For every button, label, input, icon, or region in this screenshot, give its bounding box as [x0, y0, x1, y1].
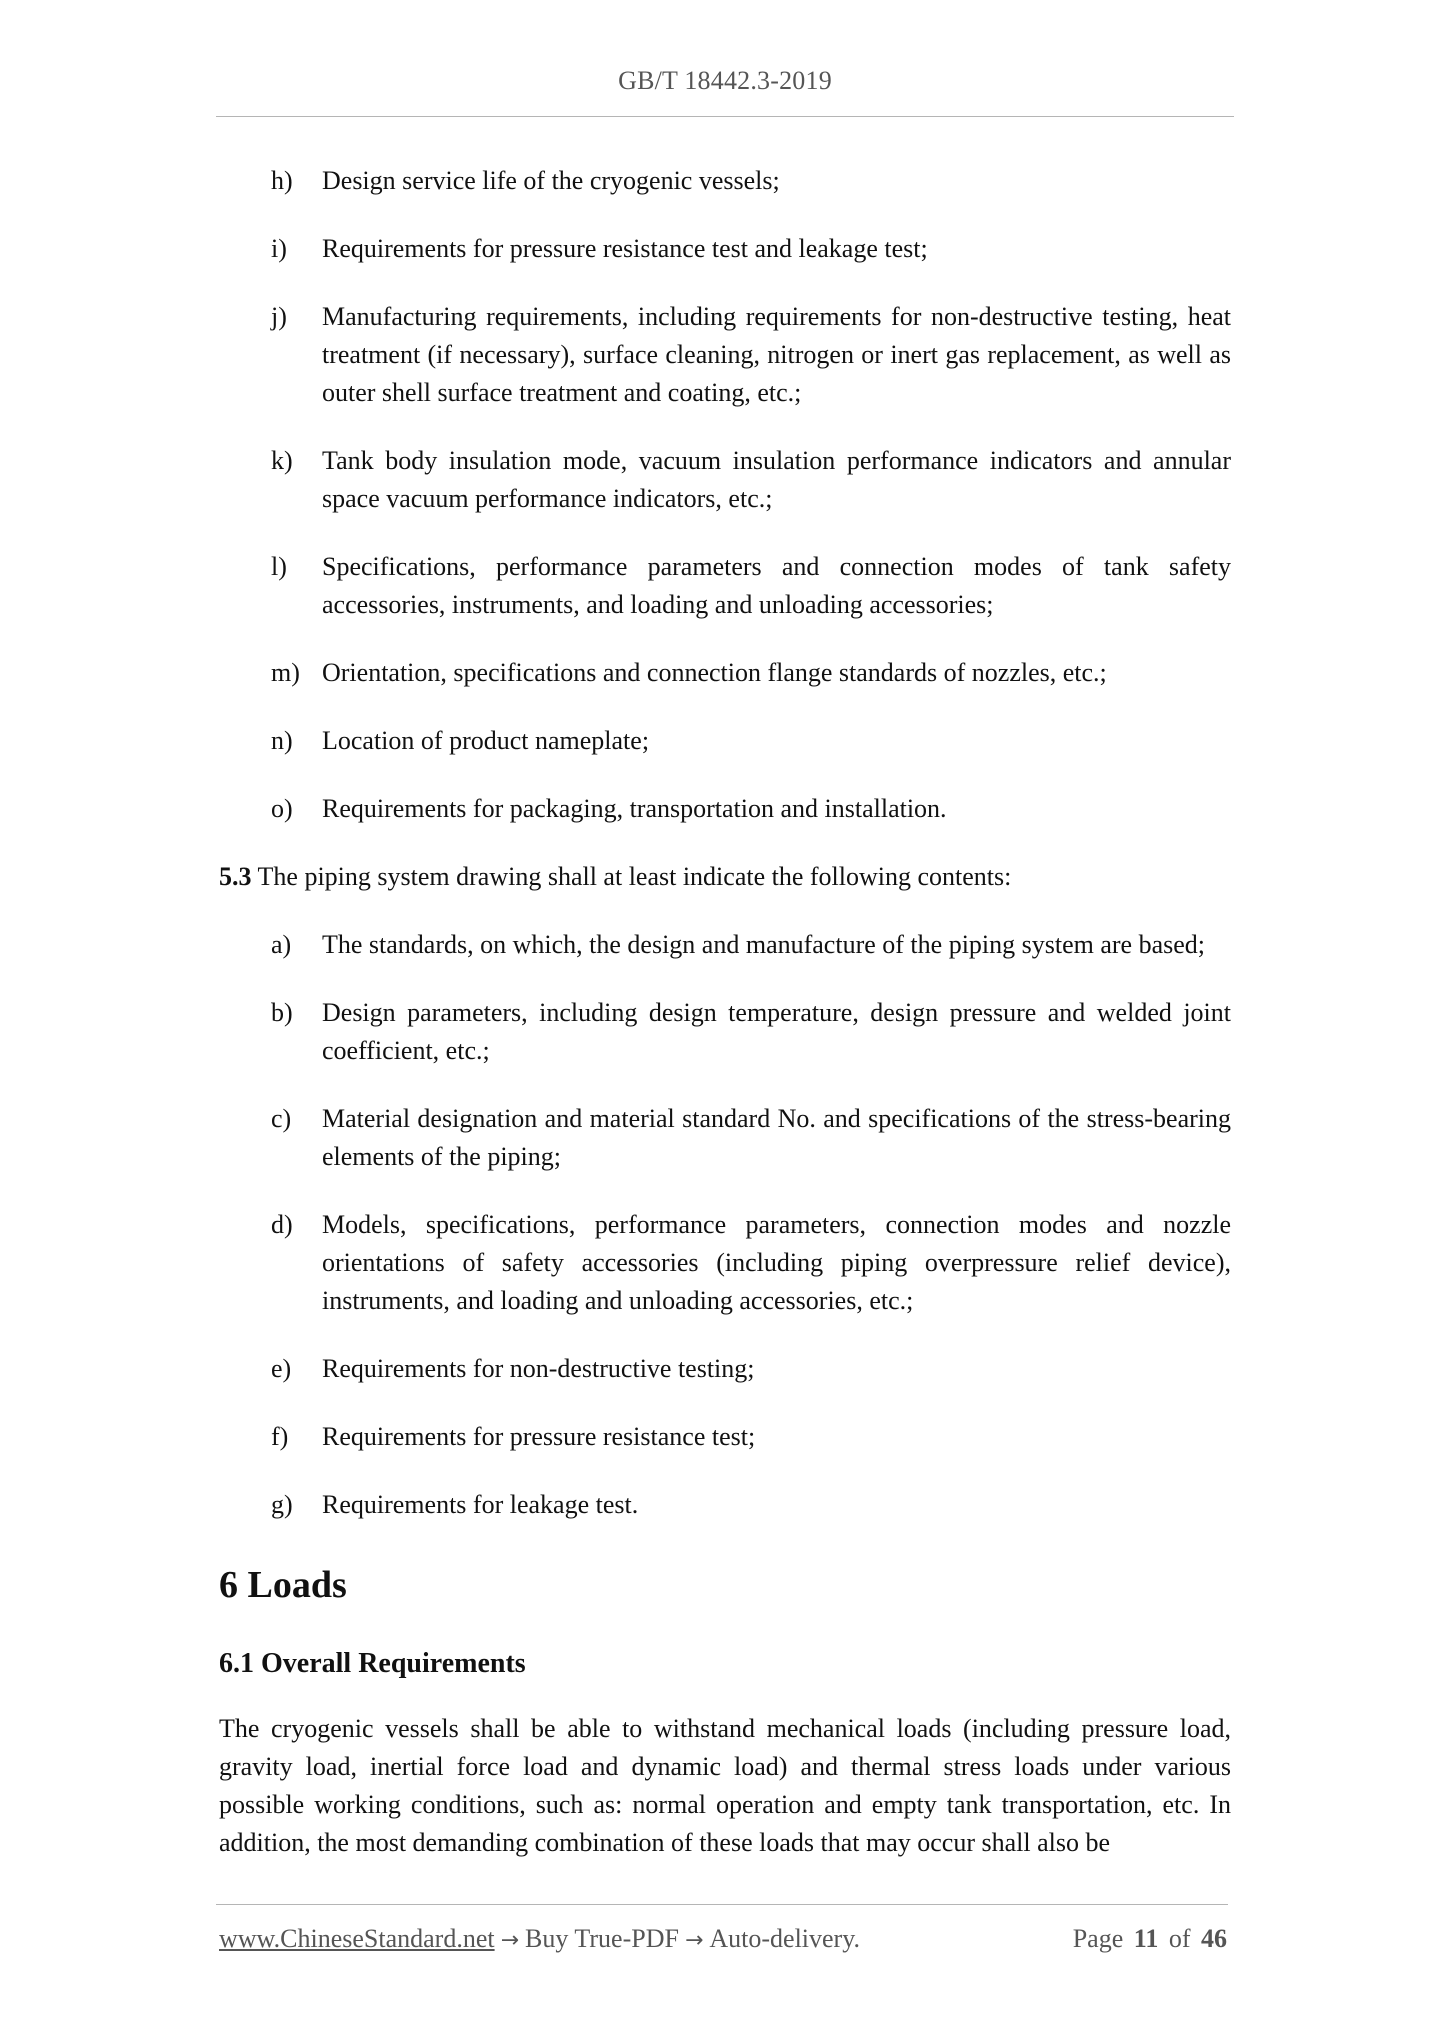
list-item: [219, 548, 1231, 624]
list-item-marker: d): [271, 1210, 293, 1239]
list-item-marker: k): [271, 446, 293, 475]
list-item-text: Orientation, specifications and connection flange standards of nozzles, etc.;: [322, 658, 1107, 687]
footer-promo: [219, 1924, 860, 1954]
website-link[interactable]: www.ChineseStandard.net: [219, 1924, 495, 1953]
delivery-text: Auto-delivery.: [709, 1924, 861, 1953]
clause-number: 5.3: [219, 862, 252, 891]
page-content: [219, 162, 1231, 1892]
page-word: Page: [1072, 1924, 1124, 1953]
list-item-marker: j): [271, 302, 287, 331]
list-item-text: Models, specifications, performance parameters, connection modes and nozzle orientations of safety accessories (including piping overpressure relief device), instruments, and loading and unloading accessories, etc.;: [322, 1210, 1231, 1315]
list-item-text: The standards, on which, the design and manufacture of the piping system are based;: [322, 930, 1206, 959]
body-paragraph: The cryogenic vessels shall be able to withstand mechanical loads (including pressure load, gravity load, inertial force load and dynamic load) and thermal stress loads under various possible working conditions, such as: normal operation and empty tank transportation, etc. In addition, the most demanding combination of these loads that may occur shall also be: [219, 1714, 1231, 1857]
page-footer: [219, 1924, 1231, 1954]
arrow-right-icon: →: [500, 1928, 520, 1953]
list-item: [219, 298, 1231, 412]
list-item-text: Design service life of the cryogenic vessels;: [322, 166, 780, 195]
list-item: [219, 722, 1231, 760]
list-item: [219, 994, 1231, 1070]
list-item-marker: o): [271, 794, 293, 823]
list-item-text: Material designation and material standard No. and specifications of the stress-bearing elements of the piping;: [322, 1104, 1231, 1171]
list-item-text: Specifications, performance parameters and connection modes of tank safety accessories, instruments, and loading and unloading accessories;: [322, 552, 1231, 619]
header-divider: [216, 116, 1234, 117]
list-item-text: Requirements for pressure resistance test;: [322, 1422, 756, 1451]
page-number: [1073, 1924, 1231, 1954]
list-item-marker: m): [271, 658, 300, 687]
arrow-right-icon: →: [684, 1928, 704, 1953]
list-item: [219, 926, 1231, 964]
list-item: [219, 442, 1231, 518]
list-item-text: Tank body insulation mode, vacuum insulation performance indicators and annular space vacuum performance indicators, etc.;: [322, 446, 1231, 513]
list-item: [219, 162, 1231, 200]
list-item-marker: h): [271, 166, 293, 195]
list-item-text: Requirements for packaging, transportation and installation.: [322, 794, 947, 823]
list-item-marker: g): [271, 1490, 293, 1519]
subsection-heading: 6.1 Overall Requirements: [219, 1648, 526, 1679]
clause-5-3: [219, 858, 1231, 896]
list-item-marker: f): [271, 1422, 289, 1451]
list-item-marker: l): [271, 552, 287, 581]
list-item-marker: c): [271, 1104, 292, 1133]
list-item: [219, 1350, 1231, 1388]
list-item: [219, 654, 1231, 692]
total-pages: 46: [1201, 1924, 1227, 1953]
list-item: [219, 1100, 1231, 1176]
list-item-text: Requirements for leakage test.: [322, 1490, 639, 1519]
buy-text: Buy True-PDF: [525, 1924, 679, 1953]
list-item: [219, 1206, 1231, 1320]
list-item: [219, 1418, 1231, 1456]
list-item: [219, 790, 1231, 828]
list-item-marker: e): [271, 1354, 292, 1383]
list-item-marker: b): [271, 998, 293, 1027]
list-item: [219, 230, 1231, 268]
list-item: [219, 1486, 1231, 1524]
list-a: [219, 162, 1231, 828]
clause-text: The piping system drawing shall at least indicate the following contents:: [251, 862, 1012, 891]
list-item-text: Requirements for pressure resistance test and leakage test;: [322, 234, 928, 263]
list-b: [219, 926, 1231, 1524]
list-item-text: Manufacturing requirements, including requirements for non-destructive testing, heat treatment (if necessary), surface cleaning, nitrogen or inert gas replacement, as well as outer shell surface treatment and coating, etc.;: [322, 302, 1231, 407]
list-item-text: Location of product nameplate;: [322, 726, 650, 755]
list-item-marker: n): [271, 726, 293, 755]
list-item-marker: a): [271, 930, 292, 959]
list-item-text: Design parameters, including design temperature, design pressure and welded joint coefficient, etc.;: [322, 998, 1231, 1065]
footer-divider: [216, 1904, 1228, 1905]
section-heading: 6 Loads: [219, 1564, 347, 1606]
list-item-marker: i): [271, 234, 287, 263]
page-header: GB/T 18442.3-2019: [618, 66, 832, 95]
list-item-text: Requirements for non-destructive testing;: [322, 1354, 755, 1383]
of-word: of: [1168, 1924, 1191, 1953]
current-page: 11: [1133, 1924, 1159, 1953]
